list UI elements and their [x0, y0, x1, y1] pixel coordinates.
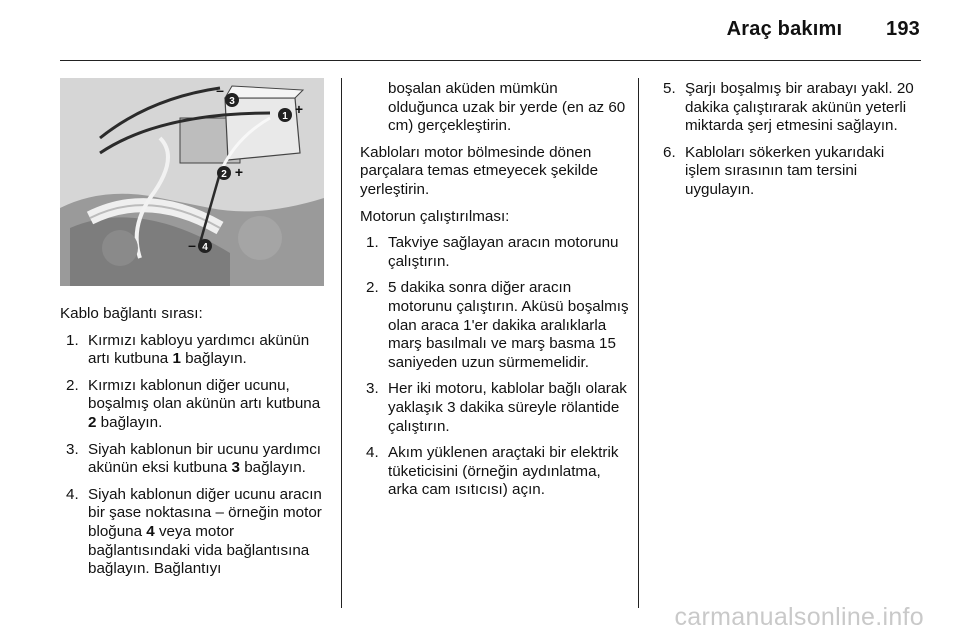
list-item: 6. Kabloları sökerken yukarıdaki işlem sırasının tam tersini uygulayın. — [663, 143, 885, 198]
list-item: 2. 5 dakika sonra diğer aracın motorunu çalıştırın. Aküsü boşalmış olan araca 1'er dakika aralıklarla marş basılmalı ve marş basma 15 saniyeden uzun sürmemelidir. — [366, 279, 629, 371]
list-item: 3. Siyah kablonun bir ucunu yardımcı akünün eksi kutbuna 3 bağlayın. — [66, 440, 322, 477]
column-1 — [60, 305, 330, 587]
svg-text:2: 2 — [221, 169, 227, 180]
section-title: Araç bakımı — [726, 18, 843, 40]
svg-text:4: 4 — [202, 242, 208, 253]
connection-intro: Kablo bağlantı sırası: — [60, 305, 203, 322]
column-divider-1 — [341, 78, 342, 608]
list-item: 5. Şarjı boşalmış bir arabayı yakl. 20 dakika çalıştırarak akünün yeterli miktarda şerj etmesini sağlayın. — [663, 80, 914, 135]
engine-start-heading: Motorun çalıştırılması: — [360, 207, 510, 225]
svg-text:1: 1 — [282, 111, 288, 122]
svg-text:3: 3 — [229, 96, 235, 107]
engine-start-steps — [360, 234, 632, 500]
column-2 — [360, 80, 632, 508]
page-header — [727, 18, 920, 41]
column-divider-2 — [638, 78, 639, 608]
svg-text:–: – — [216, 82, 224, 98]
connection-steps — [60, 332, 330, 579]
header-rule — [60, 60, 921, 61]
list-item: 1. Kırmızı kabloyu yardımcı akünün artı kutbuna 1 bağlayın. — [66, 331, 310, 368]
watermark: carmanualsonline.info — [674, 603, 924, 631]
list-item: 1. Takviye sağlayan aracın motorunu çalıştırın. — [366, 234, 619, 270]
column-3 — [657, 80, 923, 208]
page-number: 193 — [886, 18, 920, 40]
list-item: 4. Akım yüklenen araçtaki bir elektrik tüketicisini (örneğin aydınlatma, arka cam ısıtıcısı) açın. — [366, 444, 619, 499]
cable-routing-note: Kabloları motor bölmesinde dönen parçalara temas etmeyecek şekilde yerleştirin. — [360, 143, 599, 198]
jump-start-illustration — [60, 78, 324, 286]
list-item: 3. Her iki motoru, kablolar bağlı olarak yaklaşık 3 dakika süreyle rölantide çalıştırın. — [366, 380, 627, 435]
svg-text:–: – — [188, 237, 196, 253]
svg-text:+: + — [294, 101, 304, 117]
svg-text:+: + — [234, 164, 244, 180]
final-steps — [657, 80, 923, 200]
list-item: 4. Siyah kablonun diğer ucunu aracın bir şase noktasına – örneğin motor bloğuna 4 veya motor bağlantısındaki vida bağlantısına bağlayın. Bağlantıyı — [66, 485, 322, 578]
list-item: 2. Kırmızı kablonun diğer ucunu, boşalmış olan akünün artı kutbuna 2 bağlayın. — [66, 376, 321, 431]
engine-bay-drawing — [60, 78, 324, 286]
list-item-continuation: boşalan aküden mümkün olduğunca uzak bir yerde (en az 60 cm) gerçekleştirin. — [388, 80, 626, 135]
